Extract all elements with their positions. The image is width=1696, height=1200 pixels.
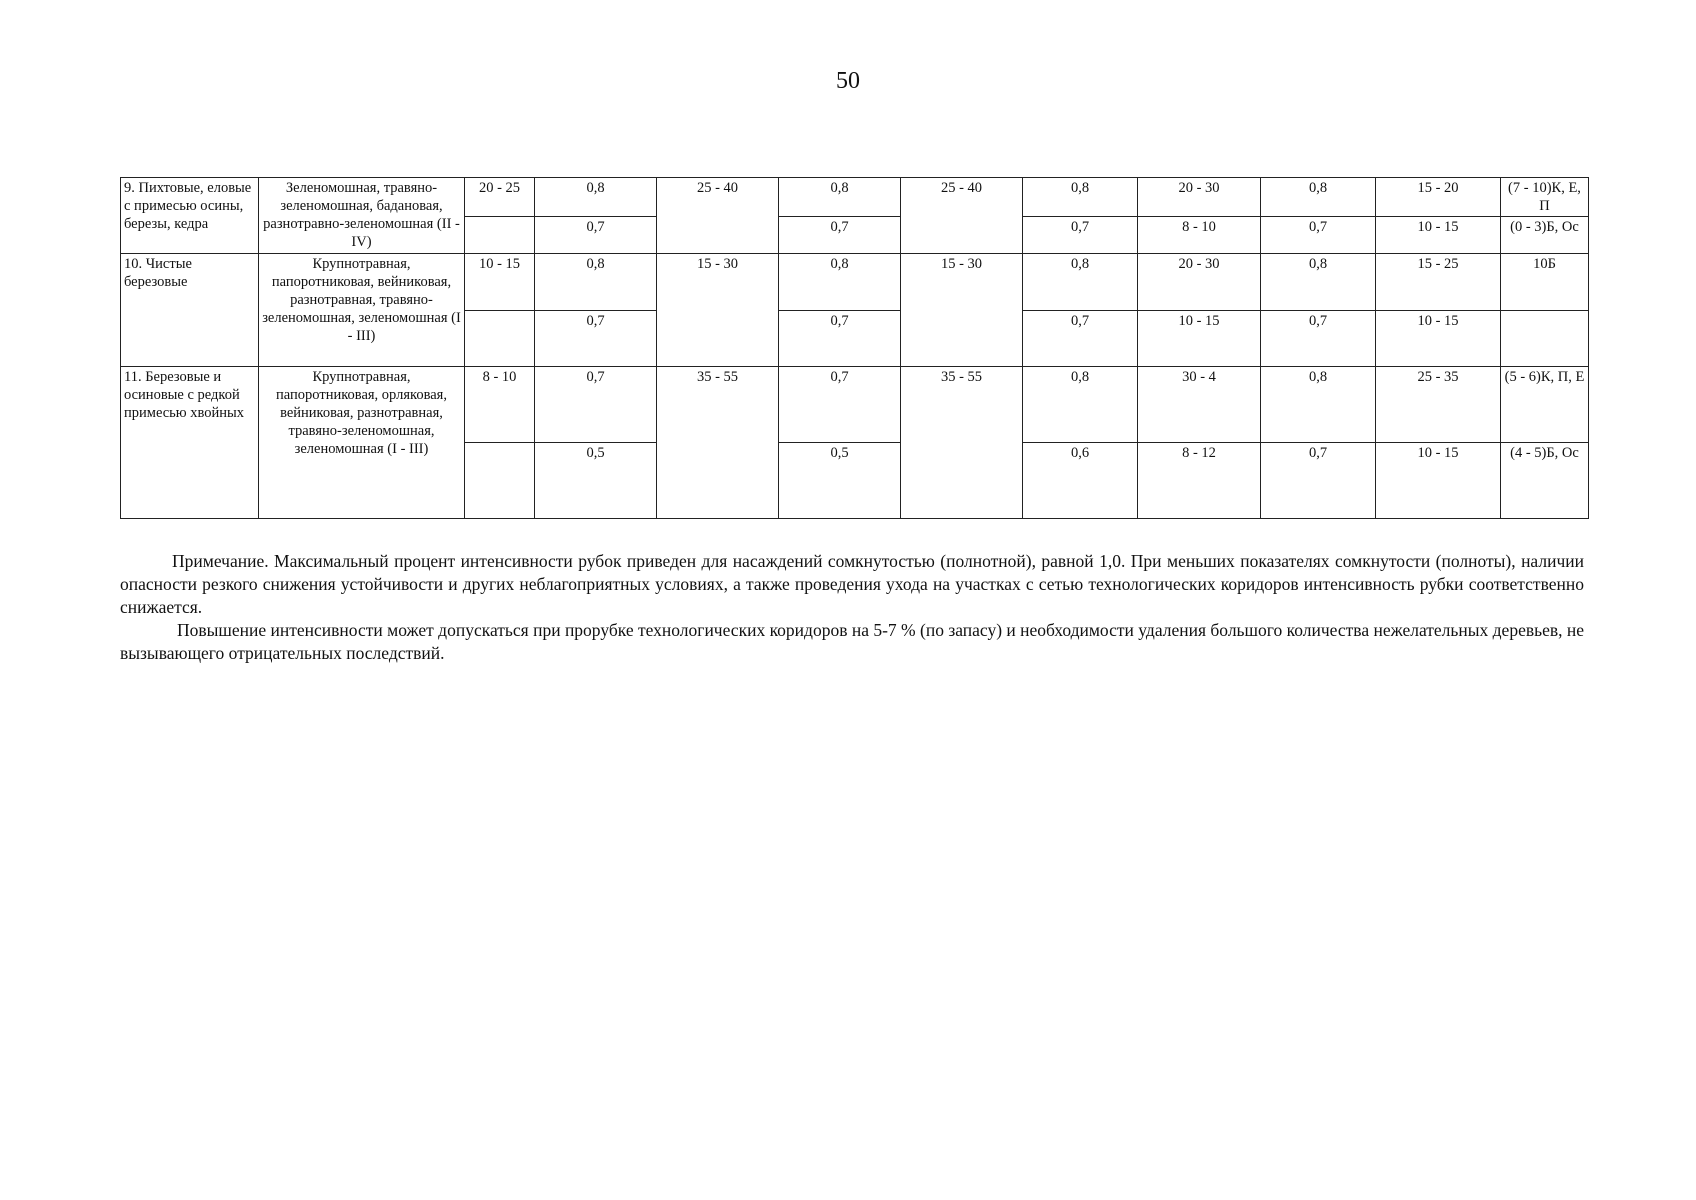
table-cell: 0,8 [779, 254, 901, 311]
table-cell [465, 311, 535, 367]
table-cell: 0,8 [535, 178, 657, 217]
table-cell: 10 - 15 [1376, 311, 1501, 367]
table-cell: (5 - 6)К, П, Е [1501, 367, 1589, 443]
table-cell: 0,8 [1023, 178, 1138, 217]
table-cell: 0,8 [535, 254, 657, 311]
table-cell: 0,7 [535, 367, 657, 443]
table-cell: 15 - 30 [657, 254, 779, 311]
table-cell: (7 - 10)К, Е, П [1501, 178, 1589, 217]
table-cell: 10 - 15 [1376, 217, 1501, 254]
table-cell: (4 - 5)Б, Ос [1501, 443, 1589, 519]
table-cell [1501, 311, 1589, 367]
table-cell: 8 - 12 [1138, 443, 1261, 519]
table-cell: 30 - 4 [1138, 367, 1261, 443]
table-row [121, 178, 1589, 217]
page-number: 50 [836, 68, 860, 94]
table-cell: (0 - 3)Б, Ос [1501, 217, 1589, 254]
table-cell: 0,7 [1261, 217, 1376, 254]
table-cell [901, 217, 1023, 254]
forest-thinning-table [120, 177, 1589, 519]
table-cell: 0,7 [535, 217, 657, 254]
table-cell [901, 311, 1023, 367]
table-cell: 20 - 25 [465, 178, 535, 217]
forest-type-cell: Зеленомошная, травяно-зеленомошная, бадановая, разнотравно-зеленомошная (II - IV) [259, 178, 465, 254]
table-cell: 0,7 [1261, 443, 1376, 519]
stand-type-cell: 10. Чистые березовые [121, 254, 259, 367]
forest-type-cell: Крупнотравная, папоротниковая, вейниковая, разнотравная, травяно-зеленомошная, зеленомошная (I - III) [259, 254, 465, 367]
table-cell: 20 - 30 [1138, 178, 1261, 217]
table-cell: 10Б [1501, 254, 1589, 311]
table-row [121, 367, 1589, 443]
table-cell: 35 - 55 [657, 367, 779, 443]
table-cell: 10 - 15 [1376, 443, 1501, 519]
note-section [120, 550, 1584, 665]
table-cell: 0,8 [1023, 367, 1138, 443]
table-cell: 0,7 [1023, 311, 1138, 367]
table-cell [465, 217, 535, 254]
table-cell [657, 217, 779, 254]
table-cell [657, 443, 779, 519]
note-paragraph: Повышение интенсивности может допускаться при прорубке технологических коридоров на 5-7 % (по запасу) и необходимости удаления большого количества нежелательных деревьев, не вызывающего отрицательных последствий. [120, 620, 1584, 663]
table-cell: 0,7 [535, 311, 657, 367]
table-cell: 0,7 [1023, 217, 1138, 254]
table-cell: 15 - 25 [1376, 254, 1501, 311]
table-cell [465, 443, 535, 519]
forest-type-cell: Крупнотравная, папоротниковая, орляковая, вейниковая, разнотравная, травяно-зеленомошная, зеленомошная (I - III) [259, 367, 465, 519]
table-cell [901, 443, 1023, 519]
table-cell: 0,8 [1023, 254, 1138, 311]
table-cell: 35 - 55 [901, 367, 1023, 443]
table-cell: 8 - 10 [1138, 217, 1261, 254]
stand-type-cell: 9. Пихтовые, еловые с примесью осины, березы, кедра [121, 178, 259, 254]
table-cell: 0,8 [1261, 254, 1376, 311]
table-cell: 0,8 [779, 178, 901, 217]
stand-type-cell: 11. Березовые и осиновые с редкой примесью хвойных [121, 367, 259, 519]
table-row [121, 254, 1589, 311]
table-cell: 15 - 20 [1376, 178, 1501, 217]
table-cell: 25 - 35 [1376, 367, 1501, 443]
table-cell [657, 311, 779, 367]
table-cell: 0,7 [1261, 311, 1376, 367]
table-cell: 0,8 [1261, 367, 1376, 443]
table-cell: 0,5 [535, 443, 657, 519]
table-cell: 0,7 [779, 217, 901, 254]
table-cell: 0,5 [779, 443, 901, 519]
table-cell: 25 - 40 [657, 178, 779, 217]
table-cell: 0,7 [779, 311, 901, 367]
table-cell: 20 - 30 [1138, 254, 1261, 311]
table-cell: 15 - 30 [901, 254, 1023, 311]
table-cell: 0,7 [779, 367, 901, 443]
table-cell: 8 - 10 [465, 367, 535, 443]
table-cell: 25 - 40 [901, 178, 1023, 217]
table-cell: 0,6 [1023, 443, 1138, 519]
table-cell: 10 - 15 [465, 254, 535, 311]
table-cell: 0,8 [1261, 178, 1376, 217]
note-paragraph: Примечание. Максимальный процент интенсивности рубок приведен для насаждений сомкнутостью (полнотной), равной 1,0. При меньших показателях сомкнутости (полноты), наличии опасности резкого снижения устойчивости и других неблагоприятных условиях, а также проведения ухода на участках с сетью технологических коридоров интенсивность рубки соответственно снижается. [120, 551, 1584, 617]
table-cell: 10 - 15 [1138, 311, 1261, 367]
